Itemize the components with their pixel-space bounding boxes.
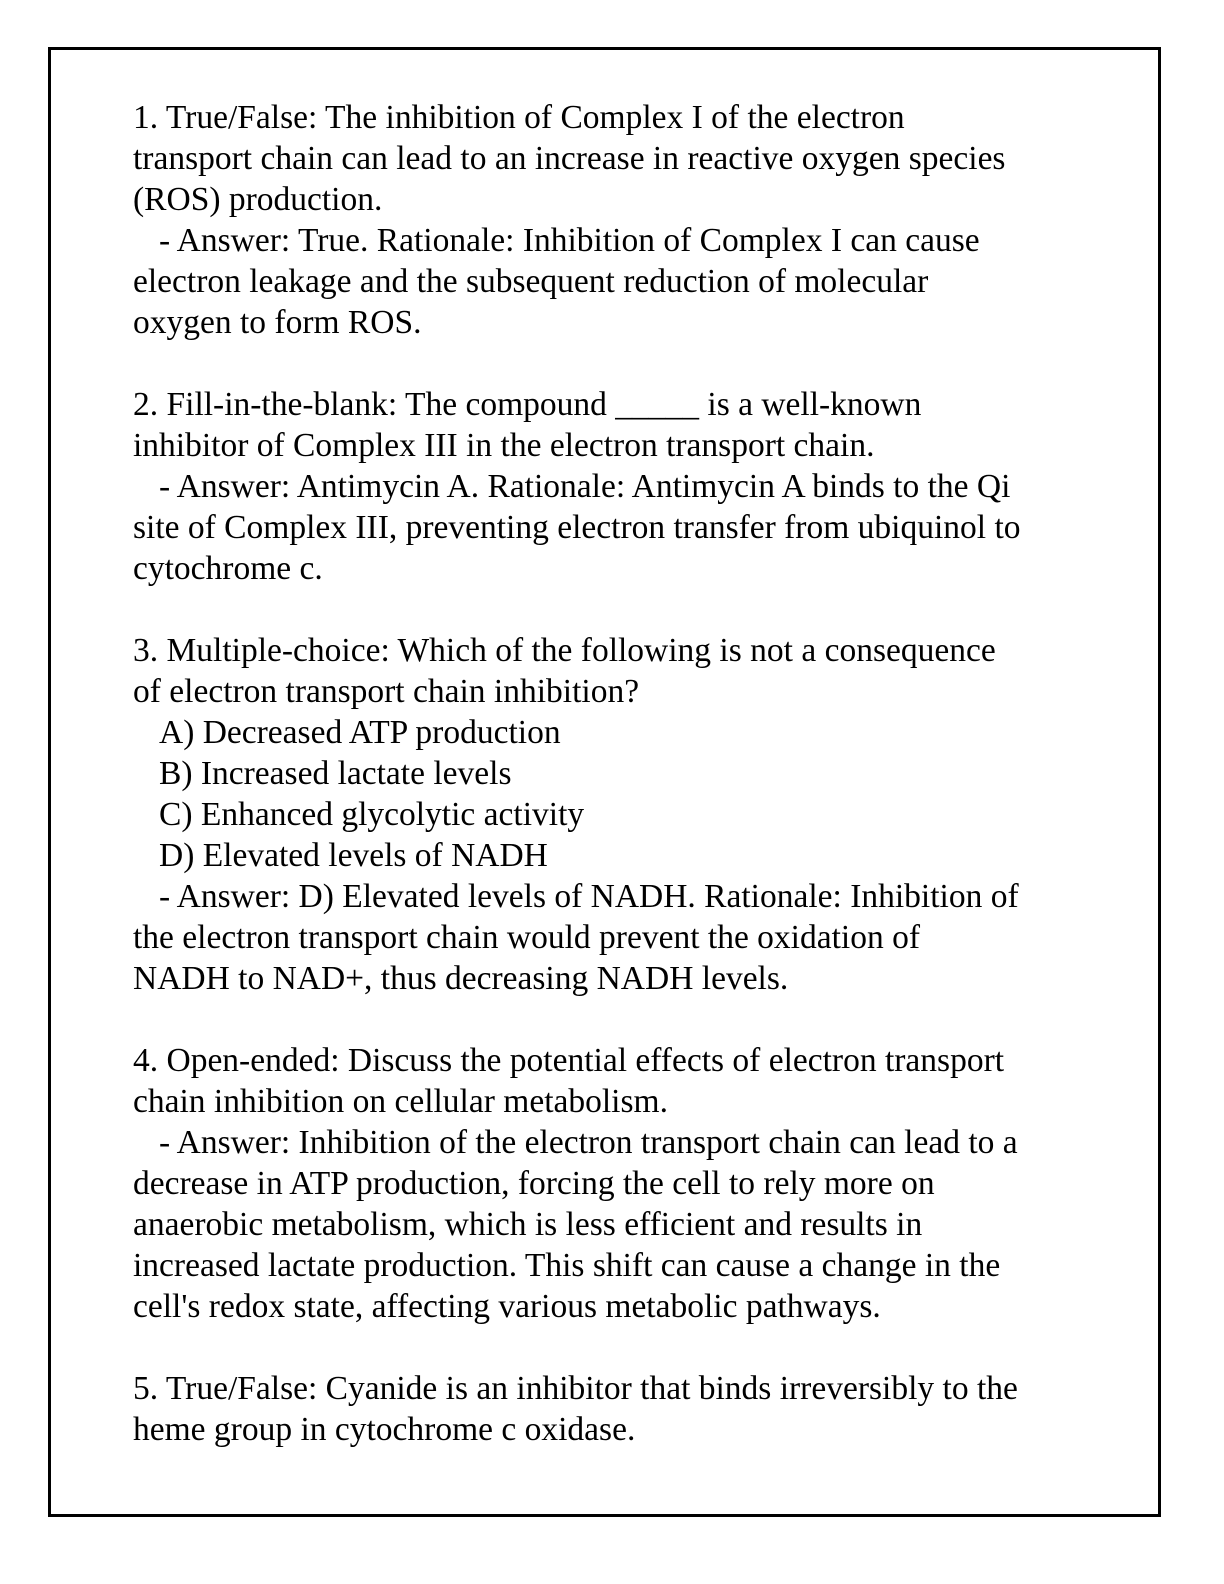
answer-text-line: - Answer: Antimycin A. Rationale: Antimycin A binds to the Qi: [159, 468, 1011, 505]
answer-text-line: cell's redox state, affecting various metabolic pathways.: [133, 1288, 881, 1325]
question-text-line: 5. True/False: Cyanide is an inhibitor that binds irreversibly to the: [133, 1370, 1018, 1407]
answer-text-line: - Answer: True. Rationale: Inhibition of Complex I can cause: [159, 222, 980, 259]
question-text-line: (ROS) production.: [133, 181, 383, 218]
question-text-line: 2. Fill-in-the-blank: The compound _____ is a well-known: [133, 386, 922, 423]
answer-option: B) Increased lactate levels: [159, 755, 512, 792]
answer-text-line: decrease in ATP production, forcing the cell to rely more on: [133, 1165, 935, 1202]
question-text-line: chain inhibition on cellular metabolism.: [133, 1083, 668, 1120]
question-text-line: transport chain can lead to an increase in reactive oxygen species: [133, 140, 1006, 177]
answer-option: A) Decreased ATP production: [159, 714, 561, 751]
answer-text-line: site of Complex III, preventing electron transfer from ubiquinol to: [133, 509, 1021, 546]
answer-text-line: - Answer: Inhibition of the electron transport chain can lead to a: [159, 1124, 1018, 1161]
question-5: [133, 1368, 1093, 1450]
question-text-line: 4. Open-ended: Discuss the potential effects of electron transport: [133, 1042, 1005, 1079]
question-3: [133, 630, 1093, 999]
answer-text-line: - Answer: D) Elevated levels of NADH. Rationale: Inhibition of: [159, 878, 1019, 915]
answer-text-line: oxygen to form ROS.: [133, 304, 422, 341]
answer-option: C) Enhanced glycolytic activity: [159, 796, 585, 833]
answer-text-line: the electron transport chain would prevent the oxidation of: [133, 919, 921, 956]
answer-option: D) Elevated levels of NADH: [159, 837, 548, 874]
question-text-line: 3. Multiple-choice: Which of the following is not a consequence: [133, 632, 996, 669]
answer-text-line: NADH to NAD+, thus decreasing NADH levels.: [133, 960, 789, 997]
question-4: [133, 1040, 1093, 1327]
question-1: [133, 97, 1093, 343]
question-text-line: inhibitor of Complex III in the electron transport chain.: [133, 427, 875, 464]
answer-text-line: anaerobic metabolism, which is less efficient and results in: [133, 1206, 923, 1243]
answer-text-line: cytochrome c.: [133, 550, 323, 587]
question-text-line: of electron transport chain inhibition?: [133, 673, 640, 710]
answer-text-line: increased lactate production. This shift can cause a change in the: [133, 1247, 1001, 1284]
question-text-line: heme group in cytochrome c oxidase.: [133, 1411, 636, 1448]
question-list: [133, 97, 1093, 1491]
answer-text-line: electron leakage and the subsequent reduction of molecular: [133, 263, 929, 300]
question-text-line: 1. True/False: The inhibition of Complex I of the electron: [133, 99, 905, 136]
question-2: [133, 384, 1093, 589]
